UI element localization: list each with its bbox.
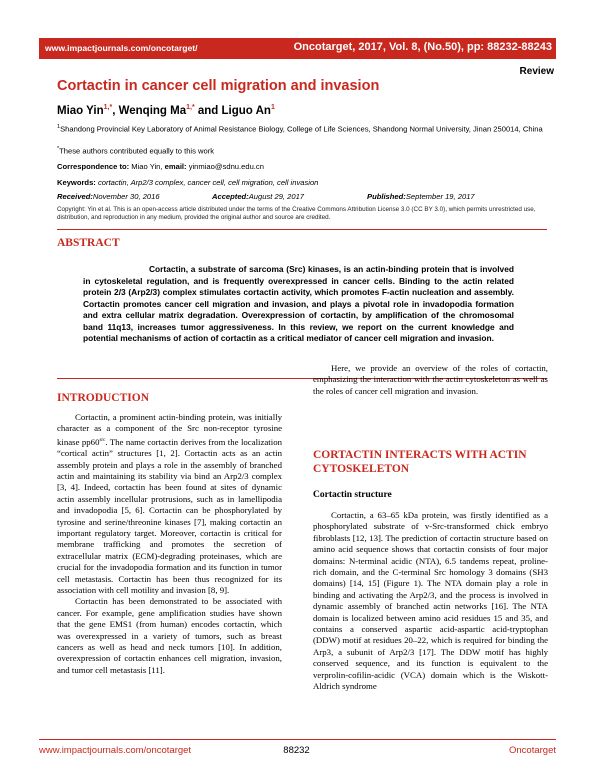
accepted-date: August 29, 2017 [248, 192, 305, 201]
abstract-text: Cortactin, a substrate of sarcoma (Src) kinases, is an actin-binding protein that is involved in cytoskeletal regulation, and is frequently overexpressed in cancer cells. Binding to the actin related protein 2/3 (Arp2/3) complex stimulates cortactin activity, which promotes F-actin nucleation and assembly. Cortactin promotes cancer cell migration and invasion, and plays a pivotal role in invadopodia formation and extra cellular matrix degradation. Overexpression of cortactin, by amplification of the chromosomal band 11q13, increases tumor aggressiveness. In this review, we report on the current knowledge and potential mechanisms of action of cortactin as a critical mediator of cancer cell migration and invasion. [83, 264, 514, 343]
author-affiliation-mark: 1 [270, 104, 275, 111]
author-list [57, 104, 275, 117]
abstract-heading: ABSTRACT [57, 237, 120, 249]
equal-contribution-mark: * [57, 146, 60, 152]
correspondence-name: Miao Yin, [129, 162, 165, 171]
article-type: Review [519, 66, 554, 77]
journal-url[interactable]: www.impactjournals.com/oncotarget/ [45, 43, 198, 53]
footer-journal: Oncotarget [509, 745, 556, 756]
received-date: November 30, 2016 [92, 192, 160, 201]
affiliation-mark: 1 [57, 124, 61, 130]
author-name: Liguo An [221, 104, 271, 117]
published-date: September 19, 2017 [405, 192, 475, 201]
keywords-text: cortactin, Arp2/3 complex, cancer cell, cell migration, cell invasion [95, 178, 319, 187]
introduction-heading: INTRODUCTION [57, 392, 150, 404]
journal-citation: Oncotarget, 2017, Vol. 8, (No.50), pp: 88232-88243 [293, 41, 552, 53]
intro-paragraph: Cortactin has been demonstrated to be associated with cancer. For example, gene amplification studies have shown that the gene EMS1 (from human) encodes cortactin, which was overexpressed in a variety of tumors, such as breast cancers as well as head and neck tumors [10]. In addition, overexpression of cortactin enhances cell migration, invasion, and tumor cell metastasis [11]. [57, 596, 282, 675]
correspondence-email[interactable]: yinmiao@sdnu.edu.cn [186, 162, 264, 171]
author-separator: , [112, 104, 119, 117]
left-column [57, 412, 282, 676]
keywords-label: Keywords: [57, 178, 96, 187]
subsection-heading: Cortactin structure [313, 490, 392, 500]
article-dates [57, 192, 475, 202]
published-label: Published: [367, 192, 406, 201]
divider [57, 229, 547, 230]
page-number: 88232 [283, 745, 310, 756]
correspondence-label: Correspondence to: [57, 162, 130, 171]
intro-p1-end: . The name cortactin derives from the localization “cortical actin” structures [1, 2]. Cortactin acts as an actin assembly protein and plays a role in the assembly of branched actin and maintaining its stability via bind an Arp2/3 complex [3, 4]. Indeed, cortactin has been found at sites of dynamic actin assembly incellular protrusions, such as in lamellipodia and invadopodia [5, 6]. Cortactin can be phosphorylated by tyrosine and serine/threonine kinases [7], making cortactin an important regulatory target. Moreover, cortactin is critical for membrane trafficking and promotes the secretion of extracellular matrix (ECM)-degrading proteinases, which are crucial for the invadopodia formation and its function in tumor cell metastasis. Cortactin has been thus recognized for its association with cell motility and invasion [8, 9]. [57, 436, 282, 596]
article-title: Cortactin in cancer cell migration and invasion [57, 78, 380, 94]
right-column-intro [313, 363, 548, 397]
intro-paragraph [57, 412, 282, 596]
equal-contribution-note [57, 145, 214, 156]
author-name: Miao Yin [57, 104, 104, 117]
intro-p1-start: Cortactin, a prominent actin-binding protein, was initially character as a component of the Src non-receptor tyrosine kinase pp60 [57, 412, 282, 447]
email-label: email: [164, 162, 187, 171]
section-heading-cortactin-actin: CORTACTIN INTERACTS WITH ACTIN CYTOSKELETON [313, 449, 527, 475]
accepted-label: Accepted: [212, 192, 249, 201]
footer-url[interactable]: www.impactjournals.com/oncotarget [39, 745, 192, 756]
author-separator: and [194, 104, 222, 117]
received-label: Received: [57, 192, 93, 201]
overview-paragraph: Here, we provide an overview of the roles of cortactin, emphasizing the interaction with the actin cytoskeleton as well as the roles of cancer cell migration and invasion. [313, 363, 548, 396]
author-name: Wenqing Ma [118, 104, 187, 117]
author-affiliation-mark: 1,* [186, 104, 195, 111]
right-column-structure [313, 510, 548, 693]
correspondence [57, 162, 264, 172]
equal-contribution-text: These authors contributed equally to this work [59, 146, 215, 156]
affiliation-text: Shandong Provincial Key Laboratory of Animal Resistance Biology, College of Life Sciences, Shandong Normal University, Jinan 250014, China [60, 124, 543, 134]
intro-p1-superscript: src [99, 437, 106, 443]
affiliation [57, 123, 547, 134]
journal-header-bar [39, 38, 556, 59]
structure-paragraph: Cortactin, a 63–65 kDa protein, was firstly identified as a phosphorylated substrate of v-Src-transformed chick embryo fibroblasts [12, 13]. The prediction of cortactin structure based on amino acid sequence shows that cortactin consists of four major domains: N-terminal acidic (NTA), 6.5 tandems repeat, proline-rich domain, and the C-terminal Src homology 3 domains (SH3 domains) [14, 15] (Figure 1). The NTA domain play a role in binding and activating the Arp2/3, and the process is involved in dynamic assembly of branched actin networks [16]. The NTA domain is localized between amino acid residues 15 and 35, and contains a conserved aspartic acid-aspartic acid-tryptophan (DDW) motif at residues 20–22, which is required for binding the Arp3, a subunit of Arp2/3 [17]. The DDW motif has highly conserved sequence, and its function is equivalent to the verprolin-cofilin-acidic (VCA) domain which is the Wiskott-Aldrich syndrome [313, 510, 548, 692]
copyright-notice: Copyright: Yin et al. This is an open-access article distributed under the terms of the Creative Commons Attribution License 3.0 (CC BY 3.0), which permits unrestricted use, distribution, and reproduction in any medium, provided the original author and source are credited. [57, 206, 536, 222]
footer-divider [39, 739, 556, 740]
keywords [57, 178, 318, 188]
author-affiliation-mark: 1,* [103, 104, 113, 111]
